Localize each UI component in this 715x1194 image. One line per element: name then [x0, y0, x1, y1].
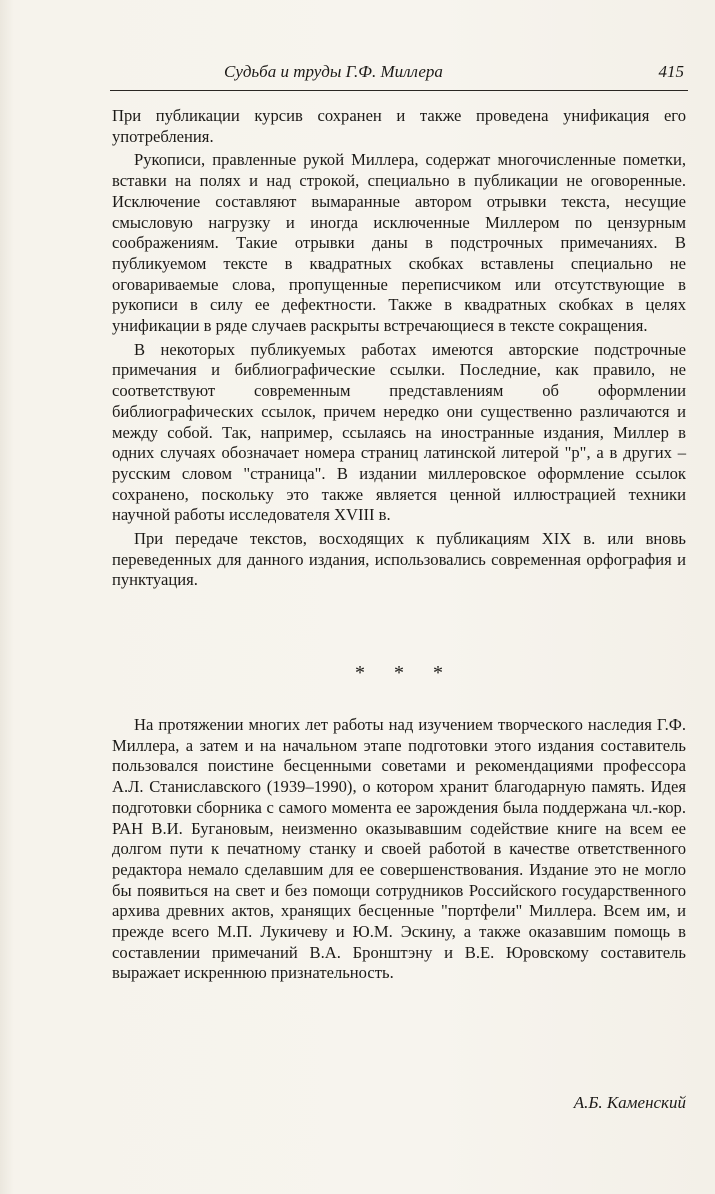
author-signature: А.Б. Каменский — [573, 1093, 686, 1112]
separator-asterisk: * — [433, 662, 443, 684]
section-separator — [112, 662, 686, 686]
body-text-lower — [112, 715, 686, 984]
separator-asterisk: * — [355, 662, 365, 684]
running-head — [110, 62, 688, 86]
paragraph-italics-note: При публикации курсив сохранен и также проведена унификация его употребления. — [112, 106, 686, 146]
paragraph-manuscripts: Рукописи, правленные рукой Миллера, содержат многочисленные пометки, вставки на полях и над строкой, специально в публикации не оговоренные. Исключение составляют вымаранные автором отрывки текста, несущие смысловую нагрузку и иногда исключенные Миллером по цензурным соображениям. Такие отрывки даны в подстрочных примечаниях. В публикуемом тексте в квадратных скобках вставлены специально не оговариваемые слова, пропущенные переписчиком или отсутствующие в рукописи в силу ее дефектности. Также в квадратных скобках в целях унификации в ряде случаев раскрыты встречающиеся в тексте сокращения. — [112, 150, 686, 336]
paragraph-bibliographic-notes: В некоторых публикуемых работах имеются авторские подстрочные примечания и библиографические ссылки. Последние, как правило, не соответствуют современным представлениям об оформлении библиографических ссылок, причем нередко они существенно различаются и между собой. Так, например, ссылаясь на иностранные издания, Миллер в одних случаях обозначает номера страниц латинской литерой "р", а в других – русским словом "страница". В издании миллеровское оформление ссылок сохранено, поскольку это также является ценной иллюстрацией техники научной работы исследователя XVIII в. — [112, 339, 686, 525]
page-number: 415 — [658, 62, 684, 81]
running-title: Судьба и труды Г.Ф. Миллера — [224, 62, 443, 81]
paragraph-acknowledgements: На протяжении многих лет работы над изучением творческого наследия Г.Ф. Миллера, а затем и на начальном этапе подготовки этого издания составитель пользовался поистине бесценными советами и рекомендациями профессора А.Л. Станиславского (1939–1990), о котором хранит благодарную память. Идея подготовки сборника с самого момента ее зарождения была поддержана чл.-кор. РАН В.И. Бугановым, неизменно оказывавшим содействие книге на всем ее долгом пути к печатному станку и своей работой в качестве ответственного редактора немало сделавшим для ее совершенствования. Издание это не могло бы появиться на свет и без помощи сотрудников Российского государственного архива древних актов, хранящих бесценные "портфели" Миллера. Всем им, и прежде всего М.П. Лукичеву и Ю.М. Эскину, а также оказавшим помощь в составлении примечаний В.А. Бронштэну и В.Е. Юровскому составитель выражает искреннюю признательность. — [112, 715, 686, 983]
body-text-upper — [112, 106, 686, 591]
header-rule — [110, 90, 688, 91]
separator-asterisk: * — [394, 662, 404, 684]
paragraph-orthography: При передаче текстов, восходящих к публикациям XIX в. или вновь переведенных для данного издания, использовались современная орфография и пунктуация. — [112, 529, 686, 590]
